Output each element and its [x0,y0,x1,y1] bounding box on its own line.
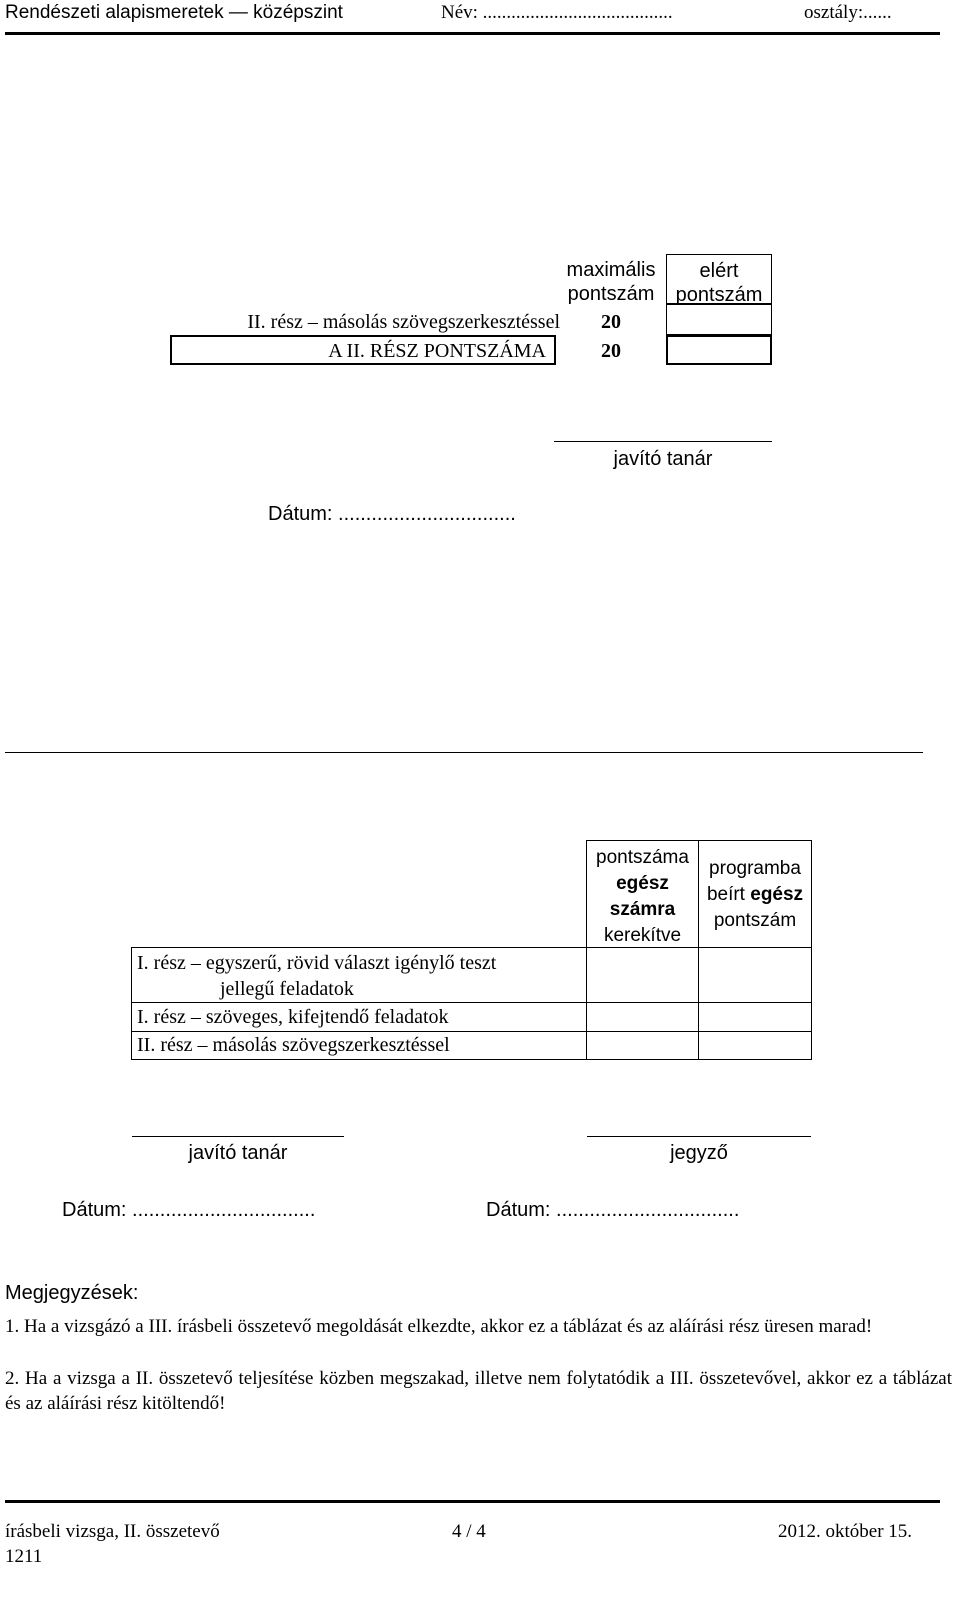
col-header-program-l4: pontszám [713,910,797,931]
date-field-1: Dátum: ................................ [268,503,516,525]
separator-line [5,752,923,753]
signature-label-teacher: javító tanár [613,448,713,470]
col-header-rounded [586,840,699,948]
col-header-rounded-l3: számra [609,899,676,920]
cell-r1-rounded[interactable] [586,947,699,1003]
col-header-max: maximális pontszám [566,259,656,305]
col-header-elert: elért pontszám [666,254,772,304]
col-header-program [698,840,812,948]
row-value-total: 20 [601,340,621,362]
row-label-total: A II. RÉSZ PONTSZÁMA [328,340,546,362]
footer-code: 1211 [5,1546,43,1567]
cell-r3-rounded[interactable] [586,1031,699,1060]
row-divider-1 [132,1002,587,1003]
cell-r1-program[interactable] [698,947,812,1003]
footer-left: írásbeli vizsga, II. összetevő [5,1521,220,1542]
row-label-essay: I. rész – szöveges, kifejtendő feladatok [137,1006,449,1028]
cell-elert-copy[interactable] [666,304,772,335]
header-rule [5,32,940,35]
cell-r3-program[interactable] [698,1031,812,1060]
row-label-test-cont: jellegű feladatok [220,978,354,1000]
footer-page: 4 / 4 [452,1521,486,1542]
note-1: 1. Ha a vizsgázó a III. írásbeli összetevő megoldását elkezdte, akkor ez a táblázat és az aláírási rész üresen marad! [5,1316,873,1337]
footer-rule [5,1500,940,1503]
col-header-program-l1: programba [709,858,801,879]
cell-elert-total[interactable] [666,335,772,365]
header-class-field: osztály:...... [804,2,892,23]
col-header-program-l2: beírt [706,884,745,905]
note-2: 2. Ha a vizsga a II. összetevő teljesítése közben megszakad, illetve nem folytatódik a III. összetevővel, akkor ez a táblázat és az aláírási rész kitöltendő! [5,1368,952,1414]
signature-line-teacher[interactable] [554,441,772,442]
signature-line-teacher-2[interactable] [132,1136,344,1137]
col-header-program-l3: egész [750,884,804,905]
col-header-rounded-l4: kerekítve [603,925,682,946]
col-header-rounded-l1: pontszáma [596,847,689,868]
footer-date: 2012. október 15. [778,1521,913,1542]
col-header-rounded-l2: egész [616,873,669,894]
signature-label-teacher-2: javító tanár [188,1142,288,1164]
row-value-copy: 20 [601,311,621,333]
row-label-copy: II. rész – másolás szövegszerkesztéssel [247,311,560,333]
signature-label-notary: jegyző [670,1142,728,1164]
header-name-field: Név: ........................................ [441,2,673,23]
row-labels-box [131,947,587,1060]
row-label-test: I. rész – egyszerű, rövid választ igénylő teszt [137,952,497,974]
cell-r2-program[interactable] [698,1002,812,1032]
signature-line-notary[interactable] [587,1136,811,1137]
date-field-2: Dátum: ................................. [62,1199,316,1221]
header-title: Rendészeti alapismeretek — középszint [5,2,343,23]
notes-title: Megjegyzések: [5,1282,139,1304]
score-grid [586,840,812,1060]
row-label-copy2: II. rész – másolás szövegszerkesztéssel [137,1034,450,1056]
date-field-3: Dátum: ................................. [486,1199,740,1221]
cell-r2-rounded[interactable] [586,1002,699,1032]
